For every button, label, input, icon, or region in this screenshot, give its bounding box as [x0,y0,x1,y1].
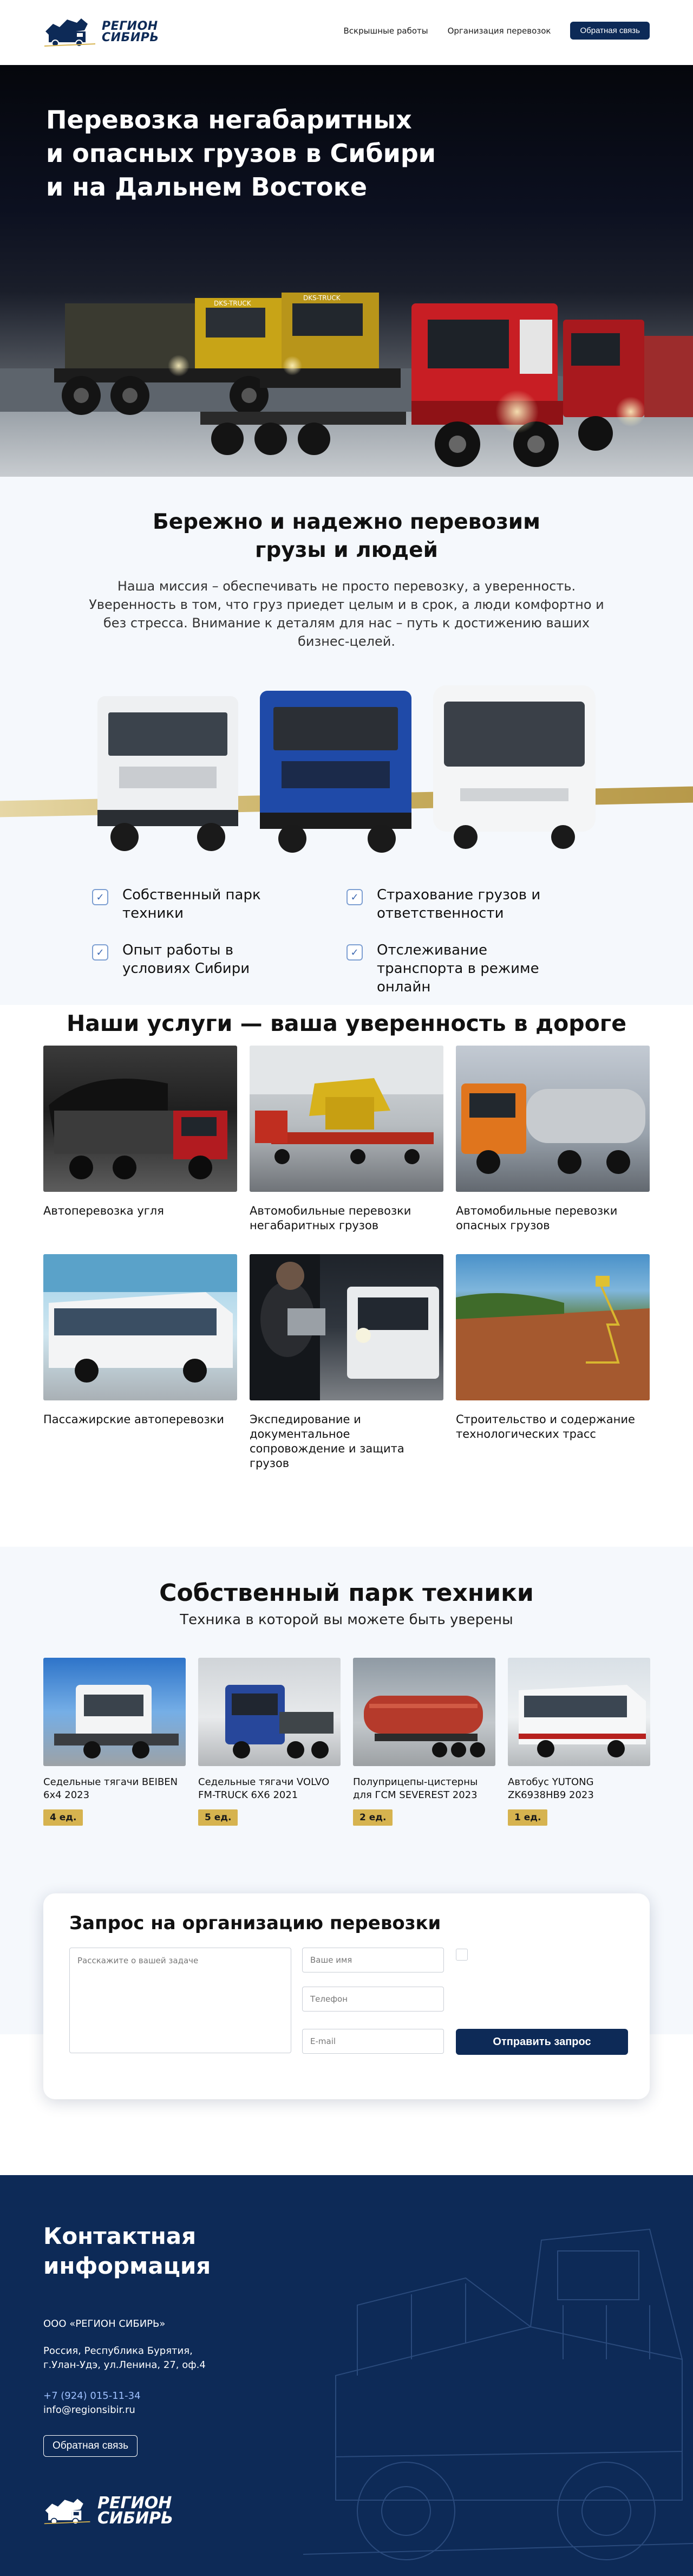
hero-section [0,65,693,477]
consent-checkbox[interactable] [456,1949,468,1961]
service-card-construction[interactable] [456,1254,650,1463]
service-image-oversized [250,1046,443,1192]
fleet-item[interactable] [353,1658,495,1826]
service-card-coal[interactable] [43,1046,237,1254]
feature-item [92,886,346,923]
site-logo[interactable] [43,15,159,49]
phone-link[interactable]: +7 (924) 015-11-34 [43,2390,141,2402]
hero-title-line3: и на Дальнем Востоке [46,172,368,202]
fleet-qty-badge: 1 ед. [508,1809,547,1826]
checkbox-check-icon: ✓ [346,889,363,905]
footer-logo[interactable] [43,2495,173,2527]
phone-input[interactable]: Телефон [302,1987,444,2012]
hero-title-line1: Перевозка негабаритных [46,105,412,134]
footer-feedback-button[interactable]: Обратная связь [43,2435,138,2457]
services-title: Наши услуги — ваша уверенность в дороге [66,1010,627,1036]
feature-text: Страхование грузов и ответственности [377,887,541,922]
service-caption: Автомобильные перевозки негабаритных грузов [250,1204,411,1232]
service-card-hazardous[interactable] [456,1046,650,1254]
task-textarea[interactable]: Расскажите о вашей задаче [69,1948,291,2053]
submit-request-button[interactable]: Отправить запрос [456,2029,628,2055]
footer-logo-line1: РЕГИОН [97,2494,172,2513]
checkbox-check-icon: ✓ [92,944,108,961]
logo-line1: РЕГИОН [102,20,158,33]
main-nav [344,22,650,40]
dump-truck-outline-illustration [303,2197,693,2576]
truck-label-1: DKS-TRUCK [214,300,251,307]
fleet-vehicles-image [87,680,606,853]
contacts-title-line1: Контактная [43,2223,197,2249]
checkbox-check-icon: ✓ [346,944,363,961]
service-caption: Автоперевозка угля [43,1204,164,1217]
mission-title-line2: грузы и людей [255,538,438,562]
name-input[interactable]: Ваше имя [302,1948,444,1972]
service-image-construction [456,1254,650,1400]
mission-title-line1: Бережно и надежно перевозим [152,510,540,534]
mission-section [0,477,693,1005]
fleet-item-name: Седельные тягачи VOLVO FM-TRUCK 6X6 2021 [198,1776,330,1801]
fleet-item-name: Автобус YUTONG ZK6938HB9 2023 [508,1776,594,1801]
feature-item [346,941,601,996]
mission-text: Наша миссия – обеспечивать не просто перевозку, а уверенность. Уверенность в том, что груз приедет целым и в срок, а люди комфортно и без стресса. Внимание к деталям для нас – путь к достижению ваших бизнес-целей. [89,579,604,649]
contacts-title-line2: информация [43,2253,211,2279]
service-image-passenger [43,1254,237,1400]
header-feedback-button[interactable]: Обратная связь [570,22,650,40]
service-card-forwarding[interactable] [250,1254,443,1470]
fleet-qty-badge: 4 ед. [43,1809,83,1826]
fleet-section [0,1547,693,2175]
feature-text: Опыт работы в условиях Сибири [122,942,250,977]
feature-text: Отслеживание транспорта в режиме онлайн [377,942,539,995]
service-card-passenger[interactable] [43,1254,237,1463]
email-link[interactable]: info@regionsibir.ru [43,2404,135,2416]
fleet-qty-badge: 2 ед. [353,1809,393,1826]
service-card-oversized[interactable] [250,1046,443,1254]
nav-link-logistics[interactable]: Организация перевозок [447,25,551,36]
features-list [92,886,612,996]
hero-title [46,103,533,204]
contacts-title [43,2221,211,2281]
feature-item [92,941,346,996]
feature-text: Собственный парк техники [122,887,261,922]
fleet-qty-badge: 5 ед. [198,1809,238,1826]
site-footer [0,2175,693,2576]
fleet-item[interactable] [508,1658,650,1826]
fleet-subtitle: Техника в которой вы можете быть уверены [180,1612,513,1628]
service-caption: Строительство и содержание технологических трасс [456,1413,635,1441]
services-section [0,1005,693,1547]
service-image-coal [43,1046,237,1192]
email-input[interactable]: E-mail [302,2029,444,2054]
fleet-image-tanker [353,1658,495,1766]
service-image-forwarding [250,1254,443,1400]
fleet-image-beiben [43,1658,186,1766]
logo-text [102,21,159,43]
address-line1: Россия, Республика Бурятия, [43,2345,193,2357]
service-image-hazardous [456,1046,650,1192]
services-grid [43,1046,650,1470]
fleet-item[interactable] [198,1658,341,1826]
footer-logo-line2: СИБИРЬ [97,2509,173,2528]
site-header [0,0,693,65]
checkbox-check-icon: ✓ [92,889,108,905]
form-title: Запрос на организацию перевозки [69,1912,441,1934]
fleet-title: Собственный парк техники [159,1579,534,1607]
logo-line2: СИБИРЬ [102,31,159,44]
company-name: ООО «РЕГИОН СИБИРЬ» [43,2318,166,2330]
service-caption: Автомобильные перевозки опасных грузов [456,1204,618,1232]
fleet-image-volvo [198,1658,341,1766]
feature-item [346,886,601,923]
hero-title-line2: и опасных грузов в Сибири [46,139,436,168]
address-line2: г.Улан-Удэ, ул.Ленина, 27, оф.4 [43,2359,206,2371]
truck-map-logo-icon [43,2495,92,2527]
truck-map-logo-icon [43,15,97,49]
service-caption: Экспедирование и документальное сопровождение и защита грузов [250,1413,404,1470]
service-caption: Пассажирские автоперевозки [43,1413,224,1426]
fleet-image-yutong [508,1658,650,1766]
mission-title [0,508,693,564]
nav-link-overburden[interactable]: Вскрышные работы [343,25,428,36]
fleet-item-name: Полуприцепы-цистерны для ГСМ SEVEREST 2023 [353,1776,478,1801]
truck-label-2: DKS-TRUCK [303,294,341,302]
request-form [43,1893,650,2099]
fleet-item[interactable] [43,1658,186,1826]
fleet-item-name: Седельные тягачи BEIBEN 6x4 2023 [43,1776,178,1801]
fleet-grid [43,1658,650,1826]
footer-logo-text [97,2496,173,2526]
